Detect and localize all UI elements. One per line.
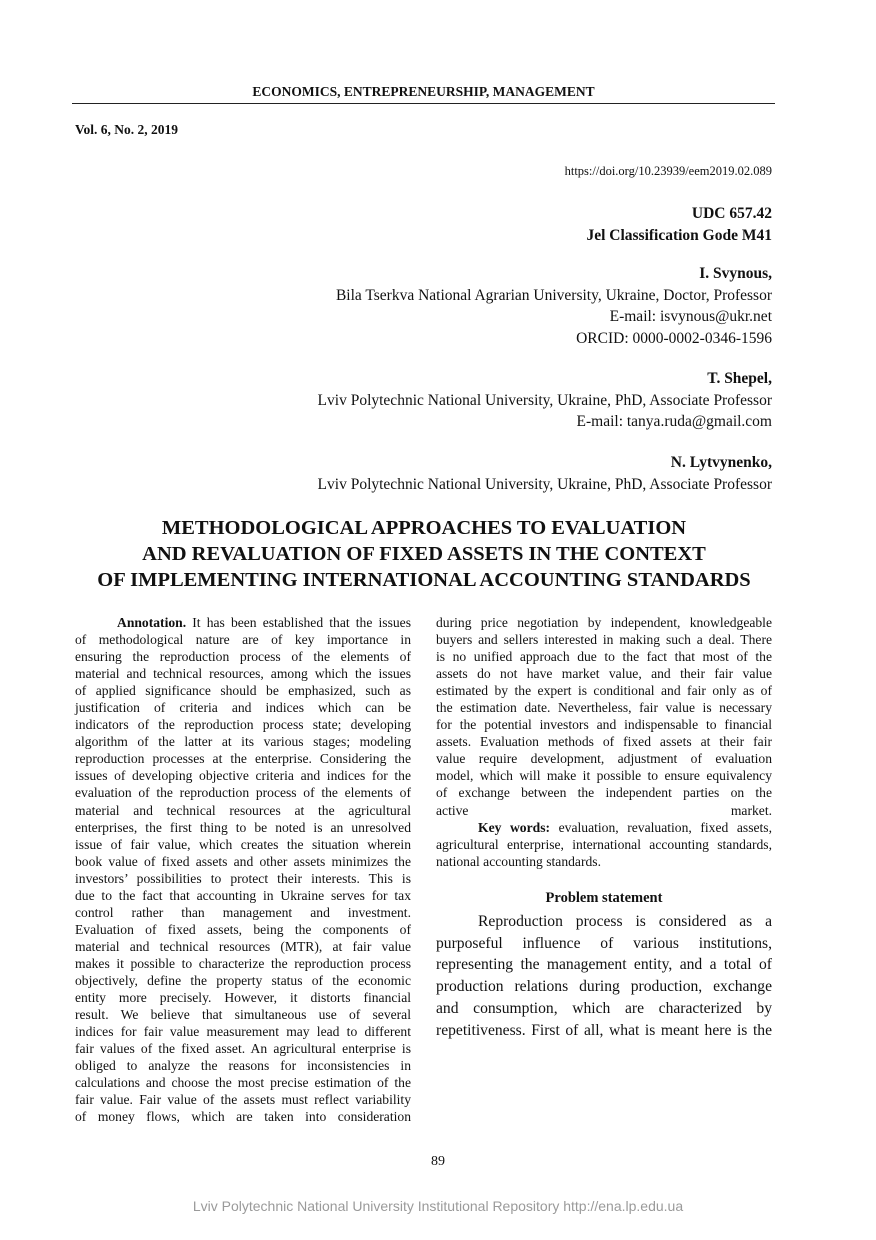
text-line: estimated by the expert is conditional and fair only as of bbox=[436, 683, 772, 699]
keywords-label: Key words: bbox=[478, 819, 551, 835]
text-line: book value of fixed assets and other assets minimizes the bbox=[75, 853, 411, 869]
annotation-first-line: Annotation. It has been established that the issues bbox=[117, 615, 411, 630]
author-name: N. Lytvynenko, bbox=[670, 454, 772, 471]
text-line: indices for fair value measurement may lead to different bbox=[75, 1024, 411, 1040]
author-affiliation: Lviv Polytechnic National University, Ukraine, PhD, Associate Professor bbox=[317, 391, 772, 409]
text-line: makes it possible to characterize the reproduction process bbox=[75, 955, 411, 971]
text-line: issues of developing objective criteria and indices for the bbox=[75, 768, 411, 784]
author-email[interactable]: E-mail: tanya.ruda@gmail.com bbox=[576, 413, 772, 430]
text-line: entity more precisely. However, it distorts financial bbox=[75, 990, 411, 1006]
text-line: calculations and choose the most precise estimation of the bbox=[75, 1075, 411, 1091]
page-number: 89 bbox=[431, 1154, 445, 1169]
text-line: enterprises, the first thing to be noted is an unresolved bbox=[75, 819, 411, 835]
author-name: T. Shepel, bbox=[707, 370, 772, 387]
author-name: I. Svynous, bbox=[699, 265, 772, 282]
text-line: evaluation of the reproduction process of the elements of bbox=[75, 785, 411, 801]
text-line: is no unified approach due to the fact that most of the bbox=[436, 649, 772, 665]
text-line: repetitiveness. First of all, what is meant here is the bbox=[436, 1021, 772, 1039]
text-line: production relations during production, exchange bbox=[436, 978, 772, 996]
text-line: of methodological nature are of key importance in bbox=[75, 632, 411, 648]
text-line: national accounting standards. bbox=[436, 853, 601, 869]
annotation-label: Annotation. bbox=[117, 615, 187, 630]
author-email[interactable]: E-mail: isvynous@ukr.net bbox=[609, 308, 772, 325]
text-line: fair values of the fixed asset. An agricultural enterprise is bbox=[75, 1041, 411, 1057]
text-line: ensuring the reproduction process of the elements of bbox=[75, 649, 411, 665]
text-line: material and technical resources, among which the issues bbox=[75, 666, 411, 682]
text-line: justification of criteria and indices which can be bbox=[75, 700, 411, 716]
text-line: and consumption, which are characterized by bbox=[436, 999, 772, 1017]
text-line: Evaluation of fixed assets, being the components of bbox=[75, 921, 411, 937]
classification bbox=[586, 203, 772, 246]
text-line: assets. Evaluation methods of fixed assets at their fair bbox=[436, 734, 772, 750]
text-line: agricultural enterprise, international accounting standards, bbox=[436, 836, 772, 852]
repository-footer: Lviv Polytechnic National University Institutional Repository http://ena.lp.edu.ua bbox=[192, 1198, 684, 1214]
author-affiliation: Bila Tserkva National Agrarian University, Ukraine, Doctor, Professor bbox=[335, 286, 772, 304]
text-line: of money flows, which are taken into consideration bbox=[75, 1109, 411, 1125]
udc-code: UDC 657.42 bbox=[691, 205, 772, 222]
text-line: algorithm of the latter at its various stages; modeling bbox=[75, 734, 411, 750]
article-title bbox=[60, 515, 788, 593]
author-orcid: ORCID: 0000-0002-0346-1596 bbox=[576, 329, 772, 347]
author-block bbox=[336, 263, 772, 349]
text-line: fair value. Fair value of the assets must reflect variability bbox=[75, 1092, 411, 1108]
text-line: active market. bbox=[436, 802, 772, 818]
title-line: AND REVALUATION OF FIXED ASSETS IN THE CONTEXT bbox=[142, 543, 706, 565]
header-divider bbox=[72, 103, 775, 104]
jel-code: Jel Classification Gode M41 bbox=[586, 226, 772, 244]
text-line: indicators of the reproduction process state; developing bbox=[75, 717, 411, 733]
text-line: purposeful influence of various institutions, bbox=[436, 934, 772, 952]
author-block bbox=[318, 368, 772, 433]
text-line: assets do not have market value, and their fair value bbox=[436, 666, 772, 682]
text-line: material and technical resources (MTR), at fair value bbox=[75, 938, 411, 954]
volume-info: Vol. 6, No. 2, 2019 bbox=[75, 122, 179, 137]
text-line: result. We believe that simultaneous use of several bbox=[75, 1007, 411, 1023]
text-line: obliged to analyze the reasons for inconsistencies in bbox=[75, 1058, 411, 1074]
text-line: buyers and sellers interested in making such a deal. There bbox=[436, 632, 772, 648]
text-line: due to the fact that accounting in Ukraine serves for tax bbox=[75, 887, 411, 903]
title-line: OF IMPLEMENTING INTERNATIONAL ACCOUNTING STANDARDS bbox=[97, 569, 751, 591]
title-line: METHODOLOGICAL APPROACHES TO EVALUATION bbox=[161, 517, 687, 539]
annotation-column-right bbox=[436, 614, 772, 1042]
text-line: investors’ possibilities to protect their interests. This is bbox=[75, 870, 411, 886]
journal-name: ECONOMICS, ENTREPRENEURSHIP, MANAGEMENT bbox=[252, 84, 595, 99]
text-line: of exchange between the independent parties on the bbox=[436, 785, 772, 801]
author-block bbox=[318, 452, 772, 495]
text-line: reproduction processes at the enterprise. Considering the bbox=[75, 751, 411, 767]
text-line: for the potential investors and indispensable to financial bbox=[436, 717, 772, 733]
body-line: Reproduction process is considered as a bbox=[478, 912, 772, 930]
text-line: of applied significance should be emphasized, such as bbox=[75, 683, 411, 699]
section-heading: Problem statement bbox=[545, 889, 663, 906]
text-line: objectively, define the property status of the economic bbox=[75, 972, 411, 988]
annotation-column-left bbox=[75, 614, 411, 1125]
doi-link[interactable]: https://doi.org/10.23939/eem2019.02.089 bbox=[564, 164, 772, 178]
text-line: issue of fair value, which creates the situation wherein bbox=[75, 836, 411, 852]
text-line: model, which will make it possible to ensure equivalency bbox=[436, 768, 772, 784]
author-affiliation: Lviv Polytechnic National University, Ukraine, PhD, Associate Professor bbox=[317, 475, 772, 493]
text-line: value require development, adjustment of evaluation bbox=[436, 751, 772, 767]
text-line: during price negotiation by independent, knowledgeable bbox=[436, 615, 772, 630]
text-line: the estimation date. Nevertheless, fair value is necessary bbox=[436, 700, 772, 716]
text-line: material and technical resources at the agricultural bbox=[75, 802, 411, 818]
text-line: control rather than management and investment. bbox=[75, 904, 411, 920]
text-line: representing the management entity, and a total of bbox=[436, 956, 772, 974]
keywords-first-line: Key words: evaluation, revaluation, fixed assets, bbox=[478, 819, 772, 835]
